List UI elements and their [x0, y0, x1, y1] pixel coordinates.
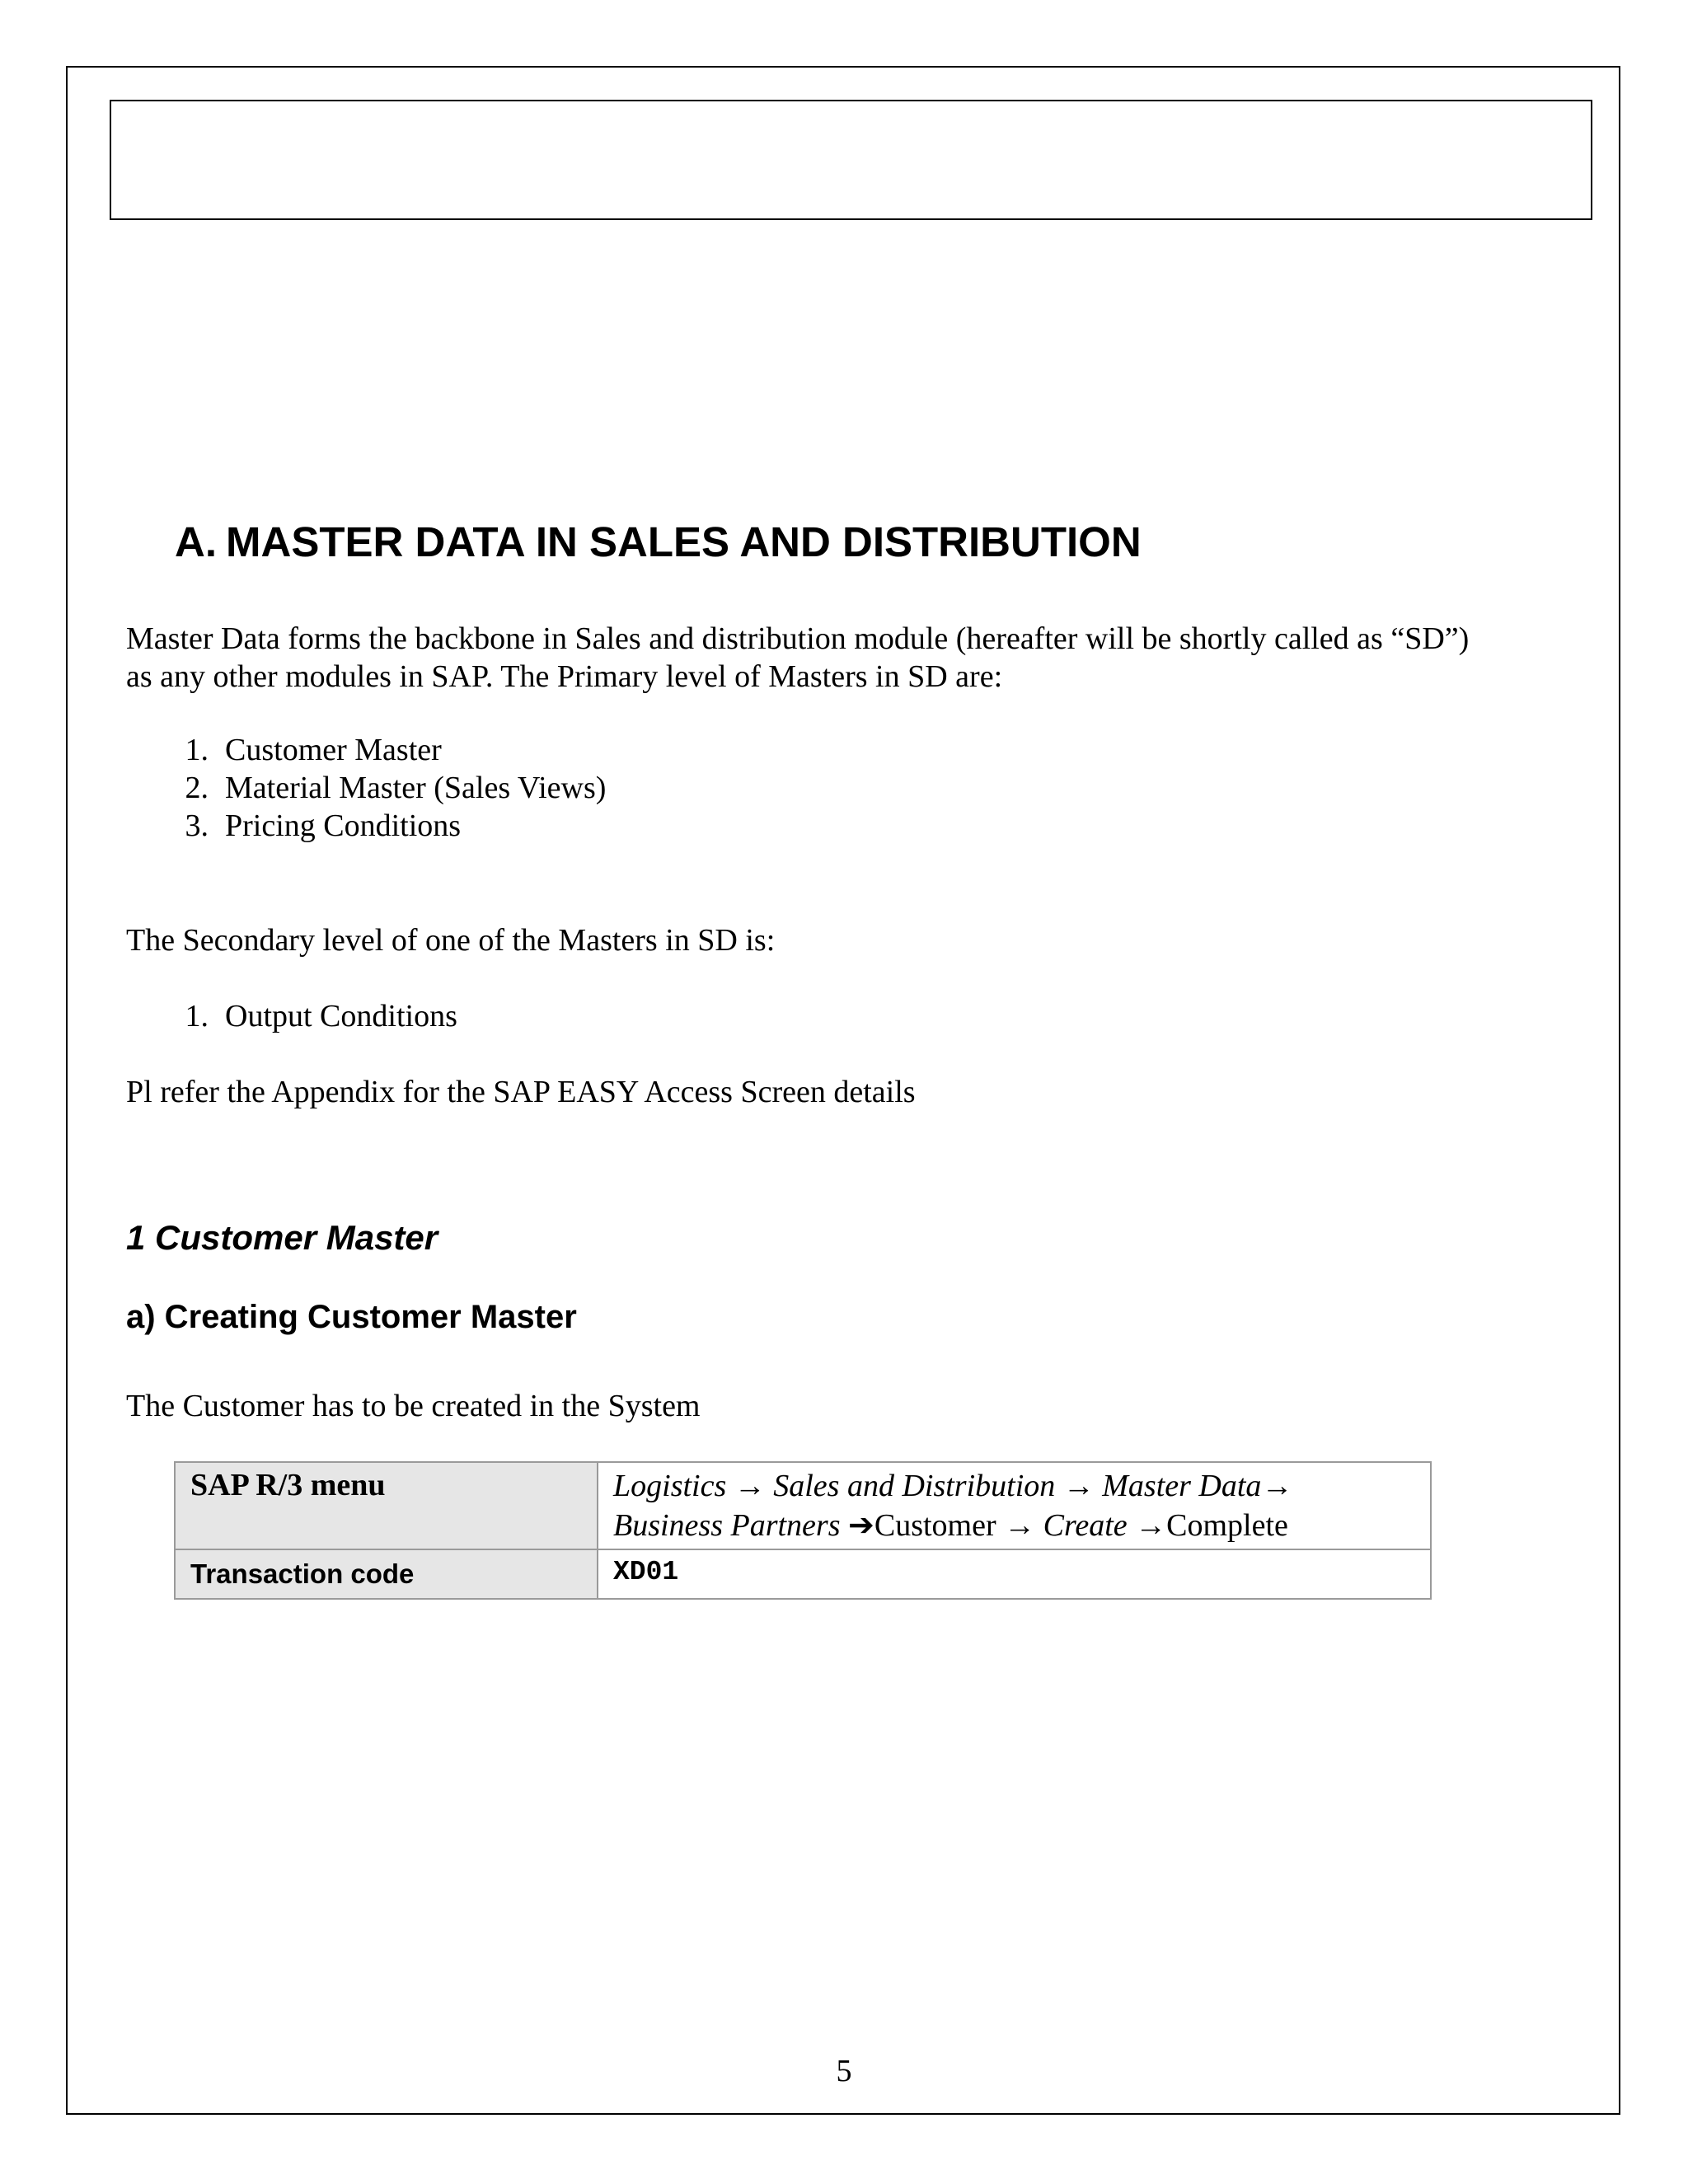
list-item-text: Pricing Conditions — [225, 808, 462, 843]
subsection-subtitle: a) Creating Customer Master — [126, 1299, 577, 1335]
arrow-icon: → — [1135, 1508, 1167, 1543]
primary-masters-list — [126, 731, 606, 845]
table-row — [175, 1462, 1431, 1549]
tcode-label-cell — [175, 1549, 598, 1599]
path-complete: Complete — [1166, 1508, 1288, 1543]
secondary-intro: The Secondary level of one of the Masters in SD is: — [126, 923, 776, 958]
tcode-value: XD01 — [613, 1557, 679, 1587]
path-sales-distribution: Sales and Distribution — [773, 1469, 1056, 1503]
arrow-icon: → — [1261, 1469, 1293, 1503]
list-item-number: 3. — [185, 808, 209, 843]
list-item-number: 2. — [185, 771, 209, 805]
bold-arrow-icon: ➔ — [848, 1508, 874, 1543]
menu-label: SAP R/3 menu — [190, 1468, 386, 1502]
list-item — [126, 731, 606, 769]
path-business-partners: Business Partners — [613, 1508, 841, 1543]
arrow-icon: → — [1062, 1469, 1095, 1503]
list-item — [126, 807, 606, 845]
path-logistics: Logistics — [613, 1469, 727, 1503]
list-item-text: Customer Master — [225, 733, 442, 767]
list-item — [126, 997, 457, 1035]
menu-path — [613, 1466, 1414, 1545]
appendix-note: Pl refer the Appendix for the SAP EASY Access Screen details — [126, 1075, 916, 1109]
section-title: MASTER DATA IN SALES AND DISTRIBUTION — [226, 518, 1142, 565]
tcode-value-cell — [598, 1549, 1431, 1599]
list-item-text: Material Master (Sales Views) — [225, 771, 607, 805]
table-row — [175, 1549, 1431, 1599]
subsection-title: 1 Customer Master — [126, 1218, 438, 1257]
header-box — [110, 100, 1592, 220]
section-heading — [175, 518, 1142, 566]
page-number: 5 — [836, 2054, 852, 2088]
intro-paragraph — [126, 620, 1577, 696]
menu-label-cell — [175, 1462, 598, 1549]
list-item-text: Output Conditions — [225, 999, 457, 1033]
secondary-masters-list — [126, 997, 457, 1035]
list-item-number: 1. — [185, 733, 209, 767]
path-master-data: Master Data — [1102, 1469, 1262, 1503]
intro-line-1: Master Data forms the backbone in Sales and distribution module (hereafter will be shortly called as “SD”) — [126, 621, 1470, 656]
arrow-icon: → — [734, 1469, 766, 1503]
list-item — [126, 769, 606, 807]
tcode-label: Transaction code — [190, 1558, 415, 1589]
arrow-icon: → — [1004, 1508, 1036, 1543]
subsection-text: The Customer has to be created in the System — [126, 1389, 701, 1423]
list-item-number: 1. — [185, 999, 209, 1033]
section-number: A. — [175, 518, 217, 565]
menu-path-cell — [598, 1462, 1431, 1549]
path-create: Create — [1043, 1508, 1128, 1543]
path-customer: Customer — [874, 1508, 996, 1543]
transaction-table — [174, 1461, 1432, 1600]
intro-line-2: as any other modules in SAP. The Primary level of Masters in SD are: — [126, 659, 1003, 694]
